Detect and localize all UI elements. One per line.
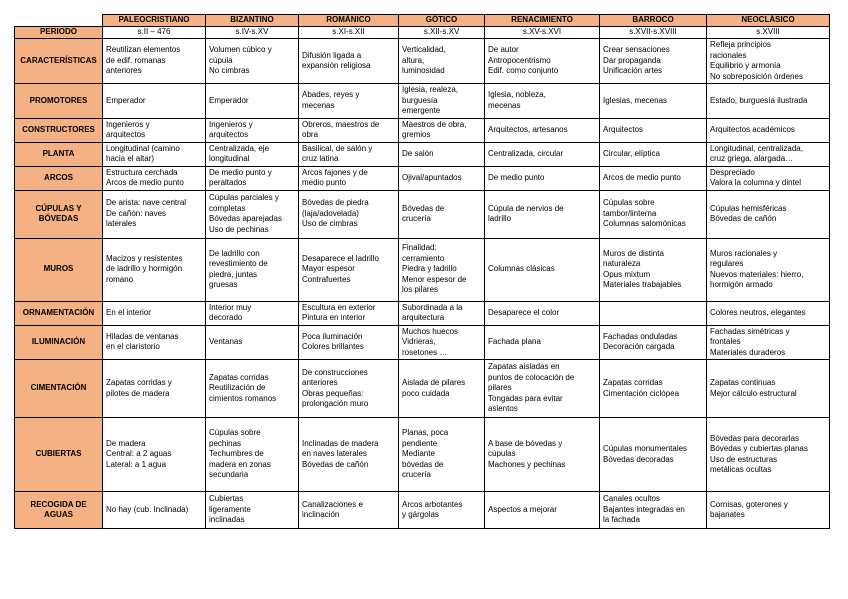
table-cell: Ingenieros y arquitectos <box>206 118 299 142</box>
period-cell: s.XV-s.XVI <box>485 27 600 39</box>
table-cell: Cúpulas parciales y completas Bóvedas aparejadas Uso de pechinas <box>206 190 299 238</box>
table-cell: Aislada de pilares poco cuidada <box>399 360 485 418</box>
table-cell: Cúpulas hemisféricas Bóvedas de cañón <box>707 190 830 238</box>
table-cell: Longitudinal, centralizada, cruz griega, alargada… <box>707 142 830 166</box>
row-label: PROMOTORES <box>15 84 103 119</box>
row-label: CIMENTACIÓN <box>15 360 103 418</box>
table-cell: Desaparece el color <box>485 301 600 325</box>
table-cell: Centralizada, circular <box>485 142 600 166</box>
table-row <box>15 325 830 360</box>
table-cell: Cúpulas monumentales Bóvedas decoradas <box>600 418 707 492</box>
table-cell: Arquitectos académicos <box>707 118 830 142</box>
table-cell: Zapatas corridas Reutilización de cimientos romanos <box>206 360 299 418</box>
table-cell: Planas, poca pendiente Mediante bóvedas de crucería <box>399 418 485 492</box>
period-cell: s.II – 476 <box>103 27 206 39</box>
table-cell: Zapatas aisladas en puntos de colocación de pilares Tongadas para evitar asientos <box>485 360 600 418</box>
corner-cell <box>15 15 103 27</box>
table-row <box>15 360 830 418</box>
table-row <box>15 166 830 190</box>
table-cell: Refleja principios racionales Equilibrio y armonía No sobreposición órdenes <box>707 39 830 84</box>
table-cell: Canalizaciones e inclinación <box>299 492 399 529</box>
table-cell: Macizos y resistentes de ladrillo y hormigón romano <box>103 238 206 301</box>
table-row <box>15 418 830 492</box>
table-cell: Cúpulas sobre pechinas Techumbres de madera en zonas secundaria <box>206 418 299 492</box>
table-cell: Crear sensaciones Dar propaganda Unificación artes <box>600 39 707 84</box>
table-cell: Poca iluminación Colores brillantes <box>299 325 399 360</box>
table-cell: Muros de distinta naturaleza Opus mixtum Materiales trabajables <box>600 238 707 301</box>
table-cell: Arquitectos, artesanos <box>485 118 600 142</box>
table-cell: Desaparece el ladrillo Mayor espesor Contrafuertes <box>299 238 399 301</box>
table-row <box>15 492 830 529</box>
table-cell: Finalidad: cerramiento Piedra y ladrillo Menor espesor de los pilares <box>399 238 485 301</box>
table-cell: Zapatas corridas y pilotes de madera <box>103 360 206 418</box>
table-cell: Volumen cúbico y cúpula No cimbras <box>206 39 299 84</box>
table-row <box>15 84 830 119</box>
table-cell: Cornisas, goterones y bajanates <box>707 492 830 529</box>
column-header: ROMÁNICO <box>299 15 399 27</box>
period-cell: s.XII-s.XV <box>399 27 485 39</box>
table-cell: Cúpulas sobre tambor/linterna Columnas salomónicas <box>600 190 707 238</box>
table-row <box>15 142 830 166</box>
table-cell: Escultura en exterior Pintura en interior <box>299 301 399 325</box>
table-cell: Cúpula de nervios de ladrillo <box>485 190 600 238</box>
table-cell: De arista: nave central De cañón: naves laterales <box>103 190 206 238</box>
table-cell: Interior muy decorado <box>206 301 299 325</box>
table-cell: Estado, burguesía ilustrada <box>707 84 830 119</box>
table-cell: Zapatas continuas Mejor cálculo estructural <box>707 360 830 418</box>
row-label: PERIODO <box>15 27 103 39</box>
column-header: BARROCO <box>600 15 707 27</box>
table-cell: Ojival/apuntados <box>399 166 485 190</box>
table-row <box>15 301 830 325</box>
table-row <box>15 190 830 238</box>
period-cell: s.XVIII <box>707 27 830 39</box>
period-cell: s.XVII-s.XVIII <box>600 27 707 39</box>
table-cell: Fachada plana <box>485 325 600 360</box>
column-header: PALEOCRISTIANO <box>103 15 206 27</box>
table-cell: Reutilizan elementos de edif. romanas anteriores <box>103 39 206 84</box>
table-cell: Cubiertas ligeramente inclinadas <box>206 492 299 529</box>
table-cell: Arcos fajones y de medio punto <box>299 166 399 190</box>
row-label: ILUMINACIÓN <box>15 325 103 360</box>
table-cell: Maestros de obra, gremios <box>399 118 485 142</box>
period-cell: s.IV-s.XV <box>206 27 299 39</box>
table-cell: Arcos arbotantes y gárgolas <box>399 492 485 529</box>
row-label: CARACTERÍSTICAS <box>15 39 103 84</box>
row-label: CUBIERTAS <box>15 418 103 492</box>
table-cell: Iglesias, mecenas <box>600 84 707 119</box>
table-cell: Difusión ligada a expansión religiosa <box>299 39 399 84</box>
column-header: NEOCLÁSICO <box>707 15 830 27</box>
table-cell: Muchos huecos Vidrieras, rosetones … <box>399 325 485 360</box>
table-cell: Obreros, maestros de obra <box>299 118 399 142</box>
table-cell: Bóvedas de crucería <box>399 190 485 238</box>
table-cell: Basilical, de salón y cruz latina <box>299 142 399 166</box>
table-row <box>15 39 830 84</box>
table-cell: Arquitectos <box>600 118 707 142</box>
table-cell: Canales ocultos Bajantes integradas en la fachada <box>600 492 707 529</box>
row-label: ARCOS <box>15 166 103 190</box>
table-cell: De medio punto y peraltados <box>206 166 299 190</box>
table-row <box>15 118 830 142</box>
table-cell: Fachadas onduladas Decoración cargada <box>600 325 707 360</box>
column-header: GÓTICO <box>399 15 485 27</box>
table-cell: Iglesia, realeza, burguesía emergente <box>399 84 485 119</box>
table-cell: Longitudinal (camino hacia el altar) <box>103 142 206 166</box>
table-cell: Columnas clásicas <box>485 238 600 301</box>
table-cell: De autor Antropocentrismo Edif. como conjunto <box>485 39 600 84</box>
row-label: ORNAMENTACIÓN <box>15 301 103 325</box>
column-header: BIZANTINO <box>206 15 299 27</box>
table-cell: Emperador <box>206 84 299 119</box>
table-cell: Aspectos a mejorar <box>485 492 600 529</box>
table-cell: Fachadas simétricas y frontales Materiales duraderos <box>707 325 830 360</box>
row-label: MUROS <box>15 238 103 301</box>
table-cell: Zapatas corridas Cimentación ciclópea <box>600 360 707 418</box>
architecture-comparison-table <box>14 14 830 529</box>
table-cell: De medio punto <box>485 166 600 190</box>
row-label: CÚPULAS Y BÓVEDAS <box>15 190 103 238</box>
table-cell: Bóvedas de piedra (laja/adovelada) Uso de cimbras <box>299 190 399 238</box>
table-cell: Ingenieros y arquitectos <box>103 118 206 142</box>
table-cell: Inclinadas de madera en naves laterales Bóvedas de cañón <box>299 418 399 492</box>
table-cell: Verticalidad, altura, luminosidad <box>399 39 485 84</box>
table-cell: En el interior <box>103 301 206 325</box>
table-cell: Bóvedas para decorarlas Bóvedas y cubiertas planas Uso de estructuras metálicas ocultas <box>707 418 830 492</box>
table-cell: De madera Central: a 2 aguas Lateral: a 1 agua <box>103 418 206 492</box>
table-cell: Muros racionales y regulares Nuevos materiales: hierro, hormigón armado <box>707 238 830 301</box>
table-cell: Colores neutros, elegantes <box>707 301 830 325</box>
table-cell: Despreciado Valora la columna y dintel <box>707 166 830 190</box>
table-cell: De ladrillo con revestimiento de piedra, juntas gruesas <box>206 238 299 301</box>
header-row <box>15 15 830 27</box>
row-label: CONSTRUCTORES <box>15 118 103 142</box>
table-cell: Subordinada a la arquitectura <box>399 301 485 325</box>
column-header: RENACIMIENTO <box>485 15 600 27</box>
table-cell: Centralizada, eje longitudinal <box>206 142 299 166</box>
row-label: RECOGIDA DE AGUAS <box>15 492 103 529</box>
period-cell: s.XI-s.XII <box>299 27 399 39</box>
table-cell: Circular, elíptica <box>600 142 707 166</box>
table-cell: Estructura cerchada Arcos de medio punto <box>103 166 206 190</box>
table-cell: Arcos de medio punto <box>600 166 707 190</box>
row-label: PLANTA <box>15 142 103 166</box>
table-cell: Abades, reyes y mecenas <box>299 84 399 119</box>
table-cell: No hay (cub. Inclinada) <box>103 492 206 529</box>
table-cell: De construcciones anteriores Obras pequeñas: prolongación muro <box>299 360 399 418</box>
table-cell <box>600 301 707 325</box>
table-cell: Hiladas de ventanas en el claristorio <box>103 325 206 360</box>
table-cell: Iglesia, nobleza, mecenas <box>485 84 600 119</box>
table-cell: Emperador <box>103 84 206 119</box>
table-cell: A base de bóvedas y cúpulas Machones y pechinas <box>485 418 600 492</box>
table-cell: Ventanas <box>206 325 299 360</box>
period-row <box>15 27 830 39</box>
table-cell: De salón <box>399 142 485 166</box>
table-row <box>15 238 830 301</box>
